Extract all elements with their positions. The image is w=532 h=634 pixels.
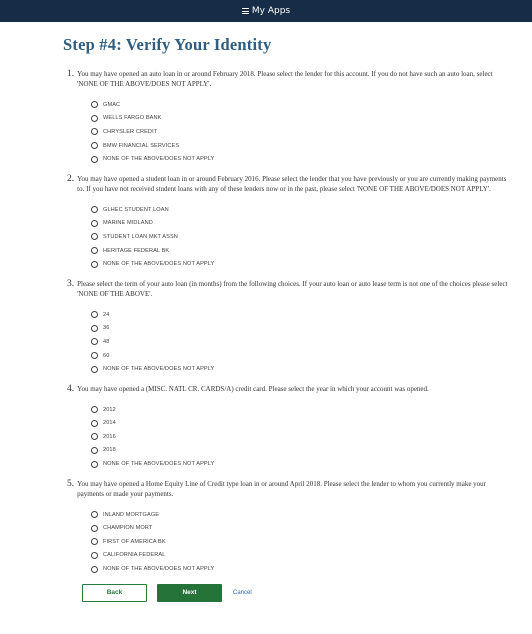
radio-button[interactable] xyxy=(91,447,98,454)
answer-option[interactable] xyxy=(91,98,512,112)
answer-option[interactable] xyxy=(91,230,512,244)
question-prompt: You may have opened a student loan in or around February 2016. Please select the lender that you have previously or you are currently making payments to. If you have not received student loans with any of these lenders now or in the past, please select 'NONE OF THE ABOVE/DOES NOT APPLY'. xyxy=(77,174,507,193)
page-title: Step #4: Verify Your Identity xyxy=(63,35,272,54)
question-1 xyxy=(63,69,512,166)
my-apps-link[interactable]: My Apps xyxy=(251,6,291,16)
question-number: 2. xyxy=(67,173,75,184)
option-label: 24 xyxy=(103,311,110,318)
question-text xyxy=(67,384,512,394)
option-label: HERITAGE FEDERAL BK xyxy=(103,247,170,254)
question-4 xyxy=(63,384,512,471)
option-label: GLHEC STUDENT LOAN xyxy=(103,206,169,213)
option-label: STUDENT LOAN MKT ASSN xyxy=(103,233,178,240)
action-buttons xyxy=(82,584,512,602)
answer-option[interactable] xyxy=(91,430,512,444)
question-text xyxy=(67,479,512,499)
option-label: 60 xyxy=(103,352,110,359)
option-label: NONE OF THE ABOVE/DOES NOT APPLY xyxy=(103,461,215,468)
radio-button[interactable] xyxy=(91,566,98,573)
answer-option[interactable] xyxy=(91,457,512,471)
answer-options xyxy=(91,203,512,271)
option-label: CHRYSLER CREDIT xyxy=(103,128,158,135)
question-2 xyxy=(63,174,512,271)
question-number: 5. xyxy=(67,478,75,489)
question-3 xyxy=(63,279,512,376)
radio-button[interactable] xyxy=(91,525,98,532)
answer-option[interactable] xyxy=(91,403,512,417)
answer-option[interactable] xyxy=(91,308,512,322)
option-label: BMW FINANCIAL SERVICES xyxy=(103,142,180,149)
radio-button[interactable] xyxy=(91,538,98,545)
answer-option[interactable] xyxy=(91,203,512,217)
questions-list xyxy=(63,69,512,576)
answer-options xyxy=(91,403,512,471)
option-label: 36 xyxy=(103,325,110,332)
option-label: GMAC xyxy=(103,101,121,108)
radio-button[interactable] xyxy=(91,311,98,318)
question-number: 1. xyxy=(67,69,75,79)
radio-button[interactable] xyxy=(91,433,98,440)
radio-button[interactable] xyxy=(91,420,98,427)
question-text xyxy=(67,279,512,299)
answer-option[interactable] xyxy=(91,349,512,363)
radio-button[interactable] xyxy=(91,233,98,240)
option-label: NONE OF THE ABOVE/DOES NOT APPLY xyxy=(103,366,215,373)
radio-button[interactable] xyxy=(91,206,98,213)
option-label: 2012 xyxy=(103,406,116,413)
answer-option[interactable] xyxy=(91,217,512,231)
question-prompt: You may have opened a (MISC. NATL CR. CARDS/A) credit card. Please select the year in which your account was opened. xyxy=(77,384,429,393)
option-label: NONE OF THE ABOVE/DOES NOT APPLY xyxy=(103,261,215,268)
radio-button[interactable] xyxy=(91,142,98,149)
radio-button[interactable] xyxy=(91,406,98,413)
answer-option[interactable] xyxy=(91,521,512,535)
radio-button[interactable] xyxy=(91,352,98,359)
radio-button[interactable] xyxy=(91,552,98,559)
answer-options xyxy=(91,98,512,166)
option-label: NONE OF THE ABOVE/DOES NOT APPLY xyxy=(103,156,215,163)
answer-option[interactable] xyxy=(91,444,512,458)
radio-button[interactable] xyxy=(91,338,98,345)
answer-option[interactable] xyxy=(91,535,512,549)
radio-button[interactable] xyxy=(91,325,98,332)
radio-button[interactable] xyxy=(91,366,98,373)
answer-options xyxy=(91,508,512,576)
question-prompt: You may have opened a Home Equity Line of Credit type loan in or around April 2018. Please select the lender to whom you currently make your payments or made your payments. xyxy=(77,479,487,498)
cancel-link[interactable]: Cancel xyxy=(233,589,252,596)
question-prompt: You may have opened an auto loan in or around February 2018. Please select the lender for this account. If you do not have such an auto loan, select 'NONE OF THE ABOVE/DOES NOT APPLY'. xyxy=(77,70,493,88)
option-label: MARINE MIDLAND xyxy=(103,220,153,227)
radio-button[interactable] xyxy=(91,101,98,108)
question-number: 3. xyxy=(67,278,75,289)
answer-option[interactable] xyxy=(91,125,512,139)
answer-option[interactable] xyxy=(91,322,512,336)
question-text xyxy=(67,174,512,194)
radio-button[interactable] xyxy=(91,511,98,518)
answer-option[interactable] xyxy=(91,139,512,153)
option-label: CHAMPION MORT xyxy=(103,525,153,532)
main-content xyxy=(0,22,532,602)
question-text xyxy=(67,69,512,89)
answer-option[interactable] xyxy=(91,335,512,349)
option-label: 2016 xyxy=(103,433,116,440)
answer-options xyxy=(91,308,512,376)
radio-button[interactable] xyxy=(91,220,98,227)
option-label: WELLS FARGO BANK xyxy=(103,115,162,122)
radio-button[interactable] xyxy=(91,247,98,254)
menu-icon[interactable] xyxy=(242,7,249,16)
radio-button[interactable] xyxy=(91,156,98,163)
answer-option[interactable] xyxy=(91,508,512,522)
answer-option[interactable] xyxy=(91,362,512,376)
question-5 xyxy=(63,479,512,576)
answer-option[interactable] xyxy=(91,549,512,563)
answer-option[interactable] xyxy=(91,152,512,166)
option-label: 48 xyxy=(103,338,110,345)
option-label: 2014 xyxy=(103,420,116,427)
answer-option[interactable] xyxy=(91,112,512,126)
answer-option[interactable] xyxy=(91,562,512,576)
radio-button[interactable] xyxy=(91,115,98,122)
answer-option[interactable] xyxy=(91,257,512,271)
option-label: NONE OF THE ABOVE/DOES NOT APPLY xyxy=(103,566,215,573)
option-label: INLAND MORTGAGE xyxy=(103,511,160,518)
radio-button[interactable] xyxy=(91,461,98,468)
radio-button[interactable] xyxy=(91,261,98,268)
radio-button[interactable] xyxy=(91,128,98,135)
top-bar xyxy=(0,0,532,22)
next-button[interactable]: Next xyxy=(157,584,222,602)
answer-option[interactable] xyxy=(91,417,512,431)
option-label: 2018 xyxy=(103,447,116,454)
back-button[interactable]: Back xyxy=(82,584,147,602)
answer-option[interactable] xyxy=(91,244,512,258)
question-prompt: Please select the term of your auto loan (in months) from the following choices. If your auto loan or auto lease term is not one of the choices please select 'NONE OF THE ABOVE'. xyxy=(77,279,508,298)
option-label: FIRST OF AMERICA BK xyxy=(103,538,166,545)
option-label: CALIFORNIA FEDERAL xyxy=(103,552,166,559)
question-number: 4. xyxy=(67,383,75,394)
